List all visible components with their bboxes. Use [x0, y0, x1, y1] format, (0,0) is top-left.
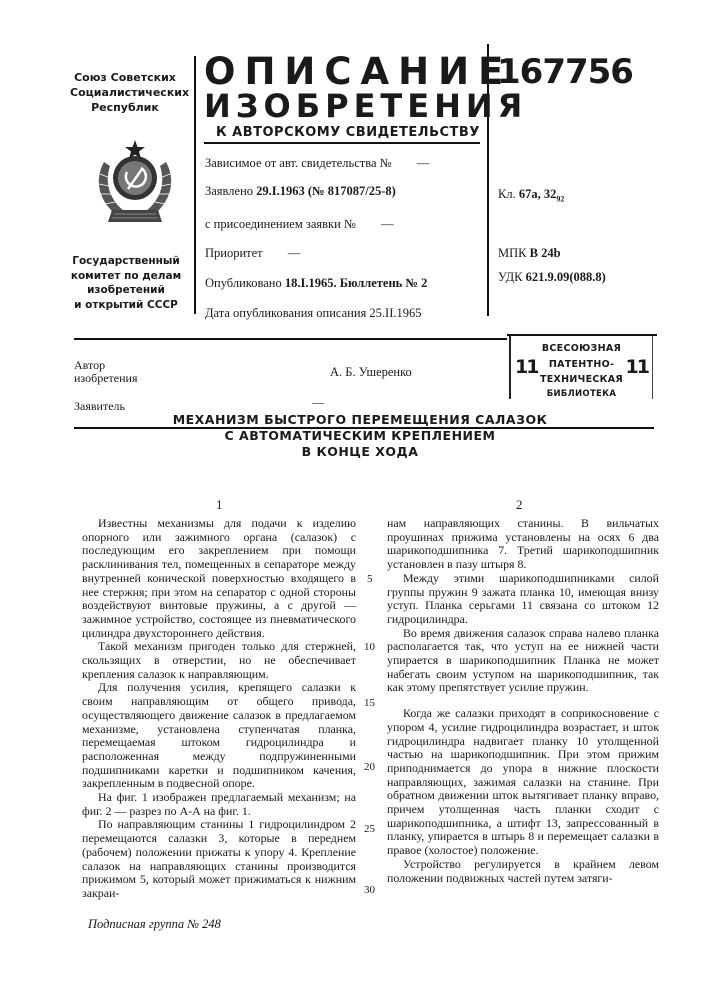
- line-number: 10: [364, 641, 375, 653]
- paragraph: На фиг. 1 изображен предлагаемый механизм; на фиг. 2 — разрез по А-А на фиг. 1.: [82, 790, 356, 818]
- author-label-line: Автор: [74, 358, 106, 372]
- paragraph: Во время движения салазок справа налево планка располагается так, что уступ на ее нижней части упирается в шарикоподшипник Планка не может набегать своим уступом на шарикоподшипник, так как этому препятствует усилие пружин.: [387, 625, 659, 695]
- mpk-value: B 24b: [529, 246, 561, 260]
- joined-label: с присоединением заявки №: [205, 217, 356, 231]
- applicant-label: Заявитель: [74, 399, 125, 413]
- applicant-value: —: [312, 395, 324, 409]
- committee-line: комитет по делам: [70, 269, 182, 282]
- column-number-1: 1: [216, 497, 223, 512]
- stamp-line: ВСЕСОЮЗНАЯ: [541, 343, 622, 354]
- joined-value: —: [380, 217, 394, 231]
- line-number: 15: [364, 697, 375, 709]
- paragraph: Устройство регулируется в крайнем левом положении подвижных частей путем затяги-: [387, 856, 659, 885]
- priority-value: —: [287, 246, 301, 260]
- paragraph: Такой механизм пригоден только для стержней, скользящих в отверстии, но не обеспечивает крепления салазок к направляющим.: [82, 639, 356, 681]
- desc-date-row: [205, 306, 421, 321]
- title-underline: [204, 142, 480, 144]
- paragraph: Когда же салазки приходят в соприкосновение с упором 4, усилие гидроцилиндра возрастает, и шток гидроцилиндра надвигает планку 10 утолщенной частью на шарикоподшипник. При этом прижим приподнимается до упора в нижние плоскости направляющих, зажимая салазки на станине. При обратном движении шток вытягивает планку вправо, причем утолщенная часть планки сходит с шарикоподшипника, а штифт 13, запрессованный в планку, упирается в штырь 8 и перемещает салазки в правое (холостое) положение.: [387, 706, 659, 858]
- committee-line: изобретений: [87, 284, 165, 296]
- paragraph: Известны механизмы для подачи к изделию опорного или зажимного органа (салазок) с последующим его закреплением при помощи расклинивания тел, помещенных в сепараторе между внутренней конической поверхностью входящего в нее стержня; при этом на сепаратор с одной стороны воздействуют винтовые пружины, а с другой — зажимное устройство, состоящее из пневматического цилиндра двухстороннего действия.: [82, 516, 356, 640]
- doc-title-line1: ОПИСАНИЕ: [204, 50, 513, 93]
- divider-left: [194, 56, 196, 314]
- dependent-row: [205, 156, 429, 171]
- country-name: [70, 70, 190, 115]
- committee-line: Государственный: [72, 255, 180, 267]
- mpk-row: [498, 246, 561, 261]
- line-number: 25: [364, 823, 375, 835]
- paragraph: По направляющим станины 1 гидроцилиндром 2 перемещаются салазки 3, которые в переднем (рабочем) положении прижаты к упору 4. Крепление салазок на направляющих станины производится прижимом 5, который может прижиматься к нижним закраи-: [82, 817, 356, 900]
- committee-name: [66, 254, 186, 312]
- stamp-mark-right: 11: [625, 356, 648, 378]
- stamp-line: ПАТЕНТНО-: [548, 359, 615, 370]
- class-row: [498, 187, 564, 204]
- country-line: Социалистических: [70, 86, 190, 99]
- line-number: 20: [364, 761, 375, 773]
- class-subscript: 92: [556, 194, 565, 204]
- invention-title-line: С АВТОМАТИЧЕСКИМ КРЕПЛЕНИЕМ: [224, 428, 496, 443]
- mpk-label: МПК: [498, 246, 527, 260]
- country-line: Союз Советских: [74, 71, 176, 84]
- stamp-mark-left: 11: [515, 356, 538, 378]
- committee-line: и открытий СССР: [74, 298, 178, 311]
- paragraph: Между этими шарикоподшипниками силой группы пружин 9 зажата планка 10, имеющая внизу уступ. Планка серьгами 11 связана со штоком 12 гидроцилиндра.: [387, 570, 659, 626]
- joined-row: [205, 217, 393, 232]
- invention-title-line: МЕХАНИЗМ БЫСТРОГО ПЕРЕМЕЩЕНИЯ САЛАЗОК: [172, 412, 548, 427]
- stamp-line: БИБЛИОТЕКА: [546, 389, 617, 399]
- invention-title-line: В КОНЦЕ ХОДА: [301, 444, 419, 459]
- doc-title-line2: ИЗОБРЕТЕНИЯ: [204, 87, 528, 125]
- doc-title-line3: К АВТОРСКОМУ СВИДЕТЕЛЬСТВУ: [216, 125, 480, 140]
- ussr-emblem-icon: [90, 132, 180, 228]
- line-number: 5: [367, 573, 373, 585]
- patent-number: 167756: [497, 52, 633, 92]
- udk-value: 621.9.09(088.8): [525, 270, 606, 284]
- author-label: [74, 359, 137, 385]
- paragraph: нам направляющих станины. В вильчатых проушинах прижима установлены на осях 6 два шарикоподшипника 7. Третий шарикоподшипник установлен в пазу штыря 8.: [387, 516, 659, 572]
- dependent-value: —: [416, 156, 430, 170]
- priority-row: [205, 246, 300, 261]
- author-top-rule: [74, 338, 507, 340]
- filed-label: Заявлено: [205, 184, 254, 198]
- udk-row: [498, 270, 606, 285]
- column-1-text: [82, 517, 356, 901]
- class-label: Кл.: [498, 187, 516, 201]
- stamp-top-edge: [507, 334, 657, 336]
- udk-label: УДК: [498, 270, 523, 284]
- filed-value: 29.I.1963 (№ 817087/25-8): [256, 184, 396, 198]
- line-number: 30: [364, 884, 375, 896]
- priority-label: Приоритет: [205, 246, 263, 260]
- published-label: Опубликовано: [205, 276, 282, 290]
- dependent-label: Зависимое от авт. свидетельства №: [205, 156, 392, 170]
- filed-row: [205, 184, 396, 199]
- published-row: [205, 276, 427, 291]
- author-label-line: изобретения: [74, 371, 138, 385]
- published-value: 18.I.1965. Бюллетень № 2: [284, 276, 428, 290]
- country-line: Республик: [91, 101, 159, 114]
- column-2-text: [387, 517, 659, 885]
- column-number-2: 2: [516, 497, 523, 512]
- stamp-line: ТЕХНИЧЕСКАЯ: [539, 374, 624, 385]
- subscription-group: Подписная группа № 248: [88, 917, 221, 931]
- desc-date-label: Дата опубликования описания: [205, 306, 367, 320]
- author-name: А. Б. Ушеренко: [330, 365, 412, 379]
- library-stamp: [509, 336, 653, 399]
- desc-date-value: 25.II.1965: [369, 306, 422, 320]
- invention-title: [150, 412, 570, 460]
- class-value: 67а, 32: [518, 187, 557, 201]
- paragraph: Для получения усилия, крепящего салазки к своим направляющим от общего привода, осуществляющего движение салазок в предлагаемом механизме, установлена ступенчатая планка, перемещаемая штоком гидроцилиндра и расположенная между подпружиненными подшипниками каретки и подшипником качения, закрепленным в подвесной опоре.: [82, 680, 356, 791]
